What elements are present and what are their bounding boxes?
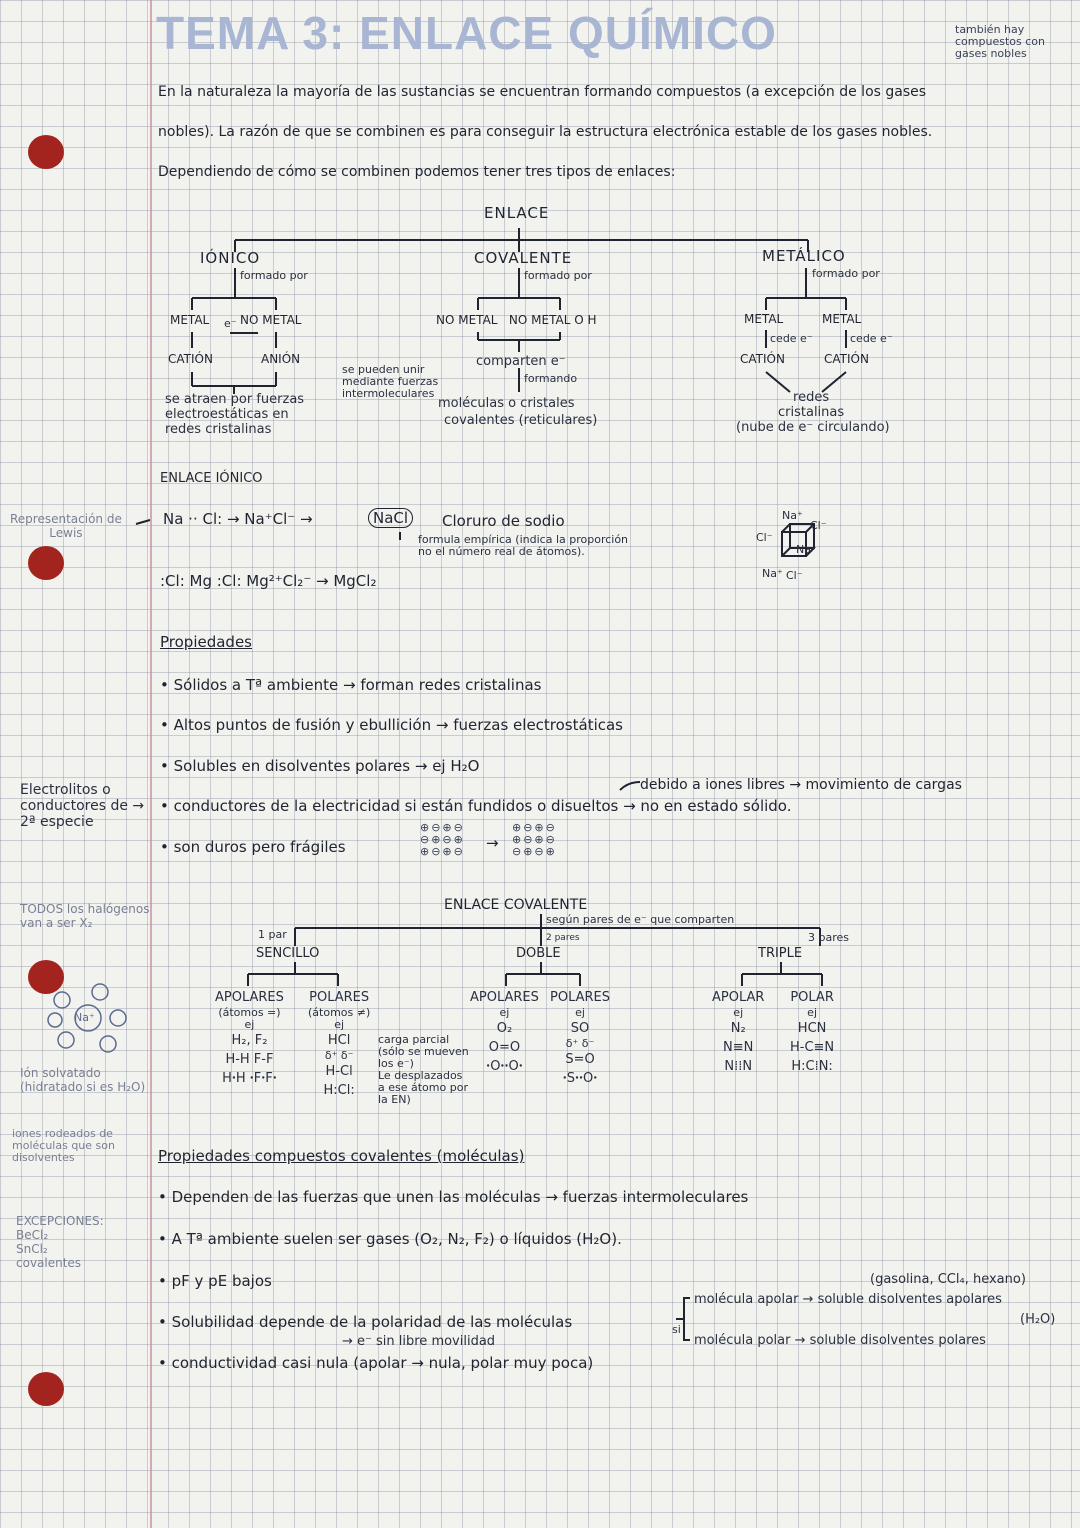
- anion: ANIÓN: [261, 352, 301, 366]
- electrolitos-note: Electrolitos o conductores de → 2ª especie: [20, 782, 145, 830]
- crystal-label: Cl⁻: [810, 519, 827, 532]
- formado-por: formado por: [812, 267, 880, 280]
- carga-parcial-note: carga parcial (sólo se mueven los e⁻) Le desplazados a ese átomo por la EN): [378, 1033, 469, 1106]
- crystal-label: Cl⁻: [786, 569, 803, 582]
- property-item: • Altos puntos de fusión y ebullición → fuerzas electrostáticas: [160, 716, 624, 734]
- na-ion-label: Na⁺: [74, 1011, 95, 1024]
- property-item: • conductividad casi nula (apolar → nula, polar muy poca): [158, 1354, 594, 1372]
- crystal-label: Na⁺: [762, 567, 783, 580]
- ion-lattice-sketch: ⊕⊖⊕⊖ ⊖⊕⊖⊕ ⊕⊖⊕⊖: [420, 821, 465, 858]
- intro-line: Dependiendo de cómo se combinen podemos tener tres tipos de enlaces:: [158, 164, 676, 180]
- arrow-glyph: →: [486, 834, 499, 852]
- formula-note: formula empírica (indica la proporción no el número real de átomos).: [418, 533, 629, 558]
- sencillo-apolares: APOLARES (átomos =) ej H₂, F₂ H-H F-F HꞏH ꞏFꞏFꞏ: [215, 990, 284, 1086]
- property-item: • son duros pero frágiles: [160, 838, 346, 856]
- cede-e: cede e⁻: [770, 332, 813, 345]
- section-heading: Propiedades: [160, 633, 252, 651]
- excepciones-note: EXCEPCIONES: BeCl₂ SnCl₂ covalentes: [16, 1214, 104, 1270]
- comparten: comparten e⁻: [476, 354, 566, 369]
- cation: CATIÓN: [168, 352, 213, 366]
- triple-label: TRIPLE: [758, 946, 803, 961]
- si-label: si: [672, 1323, 681, 1336]
- moleculas: moléculas o cristales: [438, 396, 575, 411]
- formado-por: formado por: [524, 269, 592, 282]
- lewis-equation-mg: :Cl: Mg :Cl: Mg²⁺Cl₂⁻ → MgCl₂: [160, 572, 377, 590]
- ion-solvatado-note: Ión solvatado (hidratado si es H₂O): [20, 1066, 146, 1094]
- property-item: • Solubilidad depende de la polaridad de las moléculas: [158, 1313, 573, 1331]
- iones-note: iones rodeados de moléculas que son disolventes: [12, 1127, 115, 1164]
- h2o-note: (H₂O): [1020, 1312, 1056, 1327]
- cede-e: cede e⁻: [850, 332, 893, 345]
- property-item: • Solubles en disolventes polares → ej H₂O: [160, 757, 480, 775]
- property-item: • A Tª ambiente suelen ser gases (O₂, N₂, F₂) o líquidos (H₂O).: [158, 1230, 622, 1248]
- no-metal-pair: NO METAL NO METAL O H: [436, 313, 597, 327]
- doble-polares: POLARES ej SO δ⁺ δ⁻ S=O ꞏSꞏꞏOꞏ: [550, 990, 611, 1086]
- gasolina-note: (gasolina, CCl₄, hexano): [870, 1272, 1026, 1287]
- cloruro-sodio: Cloruro de sodio: [442, 512, 565, 530]
- lewis-note: Representación de Lewis: [10, 512, 122, 540]
- lewis-equation: Na ·· Cl: → Na⁺Cl⁻ →: [163, 510, 313, 528]
- corner-note: también hay compuestos con gases nobles: [955, 23, 1045, 60]
- crystal-label: Cl⁻: [756, 531, 773, 544]
- page-title: TEMA 3: ENLACE QUÍMICO: [156, 7, 777, 59]
- sencillo-label: SENCILLO: [256, 946, 320, 961]
- pairs-note: 1 par: [258, 928, 287, 941]
- section-heading: Propiedades compuestos covalentes (moléculas): [158, 1147, 525, 1165]
- pairs-note: 2 pares: [546, 933, 580, 943]
- tree-root: ENLACE: [484, 204, 550, 222]
- doble-apolares: APOLARES ej O₂ O=O ꞏOꞏꞏOꞏ: [470, 990, 539, 1074]
- formado-por: formado por: [240, 269, 308, 282]
- solubility-polar: molécula polar → soluble disolventes polares: [694, 1333, 986, 1348]
- triple-apolar: APOLAR ej N₂ N≡N N⁞⁞N: [712, 990, 765, 1074]
- fuerzas-note: se pueden unir mediante fuerzas intermoleculares: [342, 363, 439, 400]
- electron: e⁻: [224, 317, 237, 330]
- section-heading: ENLACE COVALENTE: [444, 897, 588, 913]
- doble-label: DOBLE: [516, 946, 561, 961]
- property-item: • Dependen de las fuerzas que unen las moléculas → fuerzas intermoleculares: [158, 1188, 749, 1206]
- triple-polar: POLAR ej HCN H-C≡N H:C⁞N:: [790, 990, 835, 1074]
- crystal-label: Na⁺: [796, 543, 817, 556]
- sencillo-polares: POLARES (átomos ≠) ej HCl δ⁺ δ⁻ H-Cl H:Cl:: [308, 990, 371, 1098]
- property-item: • pF y pE bajos: [158, 1272, 272, 1290]
- intro-line: nobles). La razón de que se combinen es para conseguir la estructura electrónica estable de los gases nobles.: [158, 124, 933, 140]
- section-heading: ENLACE IÓNICO: [160, 471, 263, 486]
- solubility-apolar: molécula apolar → soluble disolventes apolares: [694, 1292, 1002, 1307]
- property-item: • Sólidos a Tª ambiente → forman redes cristalinas: [160, 676, 542, 694]
- cation: CATIÓN: [740, 352, 785, 366]
- intro-line: En la naturaleza la mayoría de las sustancias se encuentran formando compuestos (a excepción de los gases: [158, 84, 927, 100]
- metal: METAL: [744, 312, 784, 326]
- pairs-note: 3 pares: [808, 931, 849, 944]
- crystal-label: Na⁺: [782, 509, 803, 522]
- ionico-desc: se atraen por fuerzas electroestáticas en redes cristalinas: [165, 392, 305, 437]
- formando: formando: [524, 372, 578, 385]
- halogenos-note: TODOS los halógenos van a ser X₂: [20, 902, 150, 930]
- ionico-label: IÓNICO: [200, 249, 261, 267]
- covalente-label: COVALENTE: [474, 249, 573, 267]
- nube: (nube de e⁻ circulando): [736, 420, 890, 435]
- cation: CATIÓN: [824, 352, 869, 366]
- nacl-formula: NaCl: [368, 508, 413, 528]
- metal: METAL: [170, 313, 210, 327]
- movilidad-note: → e⁻ sin libre movilidad: [342, 1334, 496, 1349]
- segun-note: según pares de e⁻ que comparten: [546, 913, 735, 926]
- covalentes-reticulares: covalentes (reticulares): [444, 413, 598, 428]
- ion-lattice-sketch: ⊕⊖⊕⊖ ⊕⊖⊕⊖ ⊖⊕⊖⊕: [512, 821, 557, 858]
- metalico-label: METÁLICO: [762, 247, 846, 265]
- metal: METAL: [822, 312, 862, 326]
- debido-note: debido a iones libres → movimiento de cargas: [640, 777, 962, 793]
- redes-cristalinas: redes cristalinas: [778, 390, 845, 420]
- no-metal: NO METAL: [240, 313, 302, 327]
- property-item: • conductores de la electricidad si están fundidos o disueltos → no en estado sólido.: [160, 797, 792, 815]
